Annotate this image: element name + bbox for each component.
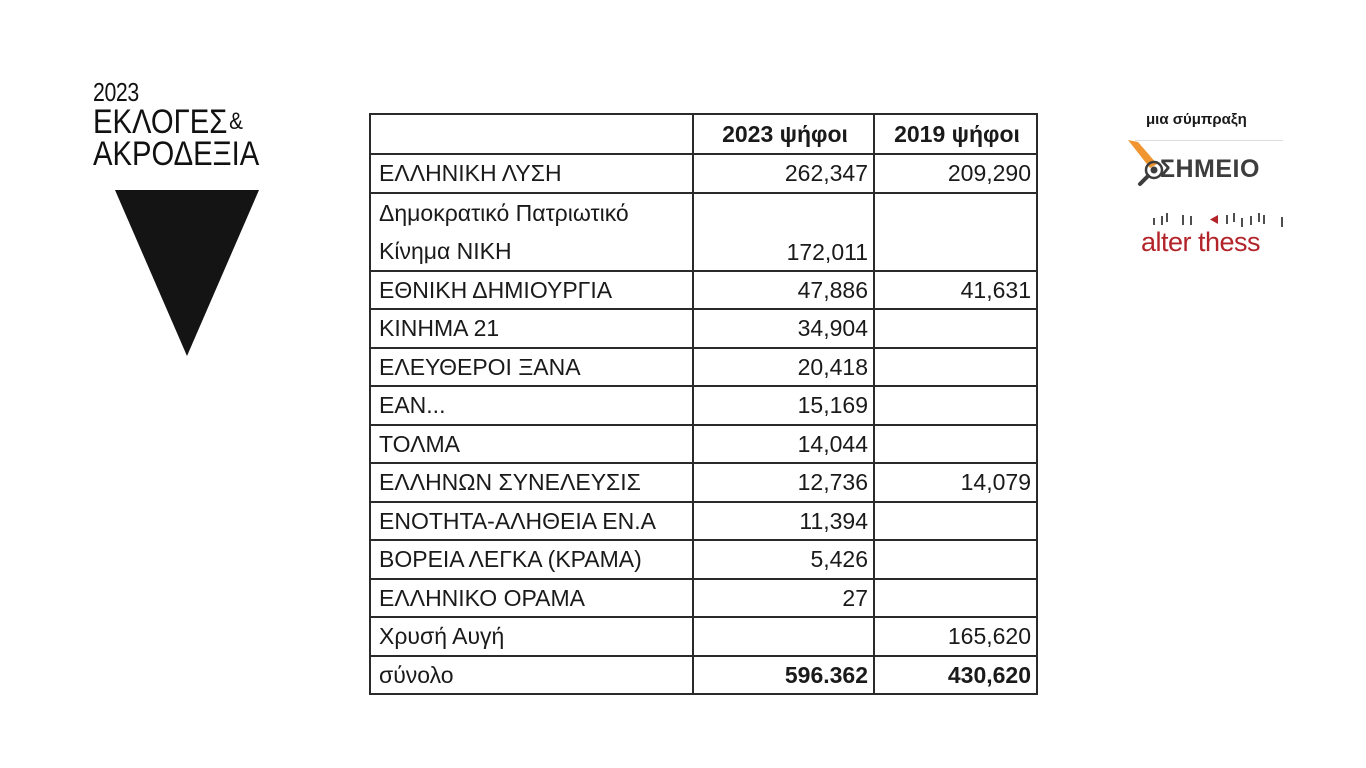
total-2019: 430,620 — [874, 656, 1037, 695]
title-year: 2023 — [93, 77, 139, 107]
party-name: ΕΘΝΙΚΗ ΔΗΜΙΟΥΡΓΙΑ — [370, 271, 693, 310]
votes-2019: 209,290 — [874, 154, 1037, 193]
votes-2023: 15,169 — [693, 386, 874, 425]
party-name: ΕΛΛΗΝΙΚΗ ΛΥΣΗ — [370, 154, 693, 193]
votes-2023: 172,011 — [693, 193, 874, 271]
table-row — [370, 348, 1037, 387]
magnifier-handle-icon — [1140, 176, 1148, 184]
votes-2023: 12,736 — [693, 463, 874, 502]
votes-2019 — [874, 540, 1037, 579]
votes-2023: 34,904 — [693, 309, 874, 348]
table-row — [370, 271, 1037, 310]
table-row — [370, 540, 1037, 579]
party-name: ΕΛΕΥΘΕΡΟΙ ΞΑΝΑ — [370, 348, 693, 387]
votes-2019 — [874, 193, 1037, 271]
votes-2023: 11,394 — [693, 502, 874, 541]
column-header-2023: 2023 ψήφοι — [693, 114, 874, 154]
title-ampersand: & — [229, 108, 243, 135]
alterthess-logo-text: alter thess — [1141, 227, 1261, 257]
title-line-far-right: ΑΚΡΟΔΕΞΙΑ — [93, 135, 260, 173]
total-label: σύνολο — [370, 656, 693, 695]
table-row — [370, 309, 1037, 348]
votes-2023: 20,418 — [693, 348, 874, 387]
column-header-party — [370, 114, 693, 154]
table-header-row — [370, 114, 1037, 154]
title-elections: ΕΚΛΟΓΕΣ — [93, 103, 228, 141]
table-row — [370, 502, 1037, 541]
party-name: ΕΛΛΗΝΙΚΟ ΟΡΑΜΑ — [370, 579, 693, 618]
votes-2019: 165,620 — [874, 617, 1037, 656]
party-name: ΒΟΡΕΙΑ ΛΕΓΚΑ (ΚΡΑΜΑ) — [370, 540, 693, 579]
party-name: ΕΑΝ... — [370, 386, 693, 425]
votes-2019 — [874, 579, 1037, 618]
simeio-logo-text: ΣΗΜΕΙΟ — [1160, 155, 1260, 183]
title-block — [93, 77, 313, 173]
spotlight-beam-icon — [1128, 140, 1157, 168]
votes-2023: 27 — [693, 579, 874, 618]
votes-2023: 262,347 — [693, 154, 874, 193]
table-total-row — [370, 656, 1037, 695]
votes-2023 — [693, 617, 874, 656]
votes-2019 — [874, 425, 1037, 464]
votes-table — [369, 113, 1038, 695]
title-line-elections — [93, 103, 282, 141]
alterthess-arrow-icon — [1210, 215, 1218, 224]
table-row — [370, 386, 1037, 425]
table-row — [370, 579, 1037, 618]
votes-2019 — [874, 309, 1037, 348]
votes-2023: 5,426 — [693, 540, 874, 579]
partnership-label: μια σύμπραξη — [1146, 111, 1247, 128]
party-name-line1: Δημοκρατικό Πατριωτικό — [379, 199, 629, 226]
votes-table-container — [369, 113, 1038, 695]
votes-2019 — [874, 502, 1037, 541]
table-row — [370, 463, 1037, 502]
party-name: ΕΝΟΤΗΤΑ-ΑΛΗΘΕΙΑ ΕΝ.Α — [370, 502, 693, 541]
party-name: ΚΙΝΗΜΑ 21 — [370, 309, 693, 348]
votes-2019: 41,631 — [874, 271, 1037, 310]
table-row — [370, 617, 1037, 656]
table-row — [370, 193, 1037, 271]
party-name: Χρυσή Αυγή — [370, 617, 693, 656]
party-name-line2: Κίνημα ΝΙΚΗ — [379, 237, 512, 264]
total-2023: 596.362 — [693, 656, 874, 695]
votes-2019: 14,079 — [874, 463, 1037, 502]
column-header-2019: 2019 ψήφοι — [874, 114, 1037, 154]
votes-2023: 14,044 — [693, 425, 874, 464]
party-name — [370, 193, 693, 271]
votes-2023: 47,886 — [693, 271, 874, 310]
party-name: ΕΛΛΗΝΩΝ ΣΥΝΕΛΕΥΣΙΣ — [370, 463, 693, 502]
votes-2019 — [874, 386, 1037, 425]
votes-2019 — [874, 348, 1037, 387]
table-row — [370, 425, 1037, 464]
inverted-triangle-icon — [115, 190, 259, 356]
table-row — [370, 154, 1037, 193]
party-name: ΤΟΛΜΑ — [370, 425, 693, 464]
